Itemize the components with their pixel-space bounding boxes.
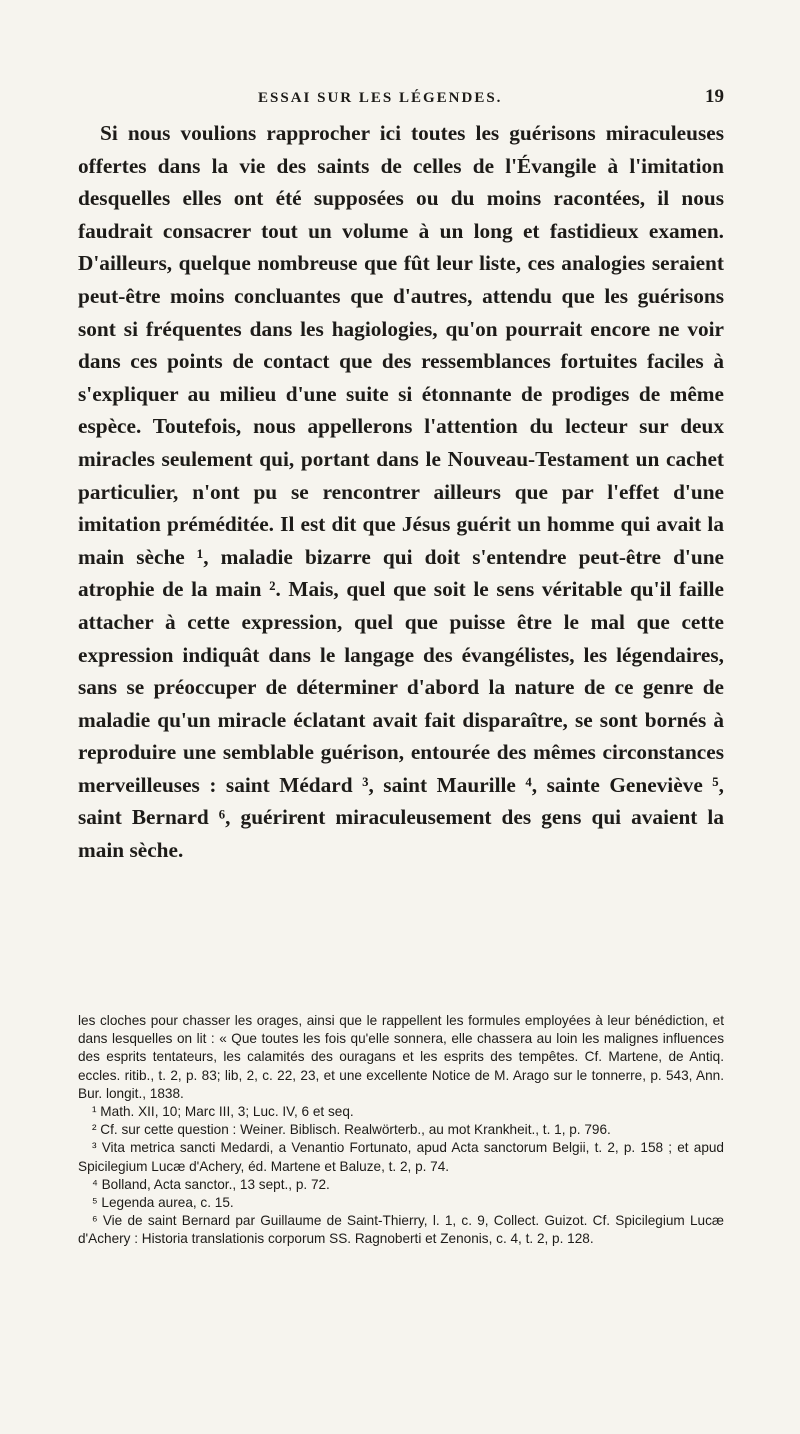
footnote-5: ⁵ Legenda aurea, c. 15.	[92, 1195, 234, 1211]
paragraph: Si nous voulions rapprocher ici toutes les guérisons miraculeuses offertes dans la vie des saints de celles de l'Évangile à l'imitation desquelles elles ont été supposées ou du moins racontées, il nous faudrait consacrer tout un volume à un long et fastidieux examen. D'ailleurs, quelque nombreuse que fût leur liste, ces analogies seraient peut-être moins concluantes que d'autres, attendu que les guérisons sont si fréquentes dans les hagiologies, qu'on pourrait encore ne voir dans ces points de contact que des ressemblances fortuites faciles à s'expliquer au milieu d'une suite si étonnante de prodiges de même espèce. Toutefois, nous appellerons l'attention du lecteur sur deux miracles seulement qui, portant dans le Nouveau-Testament un cachet particulier, n'ont pu se rencontrer ailleurs que par l'effet d'une imitation préméditée. Il est dit que Jésus guérit un homme qui avait la main sèche ¹, maladie bizarre qui doit s'entendre peut-être d'une atrophie de la main ². Mais, quel que soit le sens véritable qu'il faille attacher à cette expression, quel que puisse être le mal que cette expression indiquât dans le langage des évangélistes, les légendaires, sans se préoccuper de déterminer d'abord la nature de ce genre de maladie qu'un miracle éclatant avait fait disparaître, se sont bornés à reproduire une semblable guérison, entourée des mêmes circonstances merveilleuses : saint Médard ³, saint Maurille ⁴, sainte Geneviève ⁵, saint Bernard ⁶, guérirent miraculeusement des gens qui avaient la main sèche.	[78, 121, 724, 863]
page-number: 19	[705, 86, 724, 107]
footnote-continued: les cloches pour chasser les orages, ainsi que le rappellent les formules employées à leur bénédiction, et dans lesquelles on lit : « Que toutes les fois qu'elle sonnera, elle chassera au loin les malignes influences des esprits tentateurs, les calamités des ouragans et les esprits des tempêtes. Cf. Martene, de Antiq. eccles. ritib., t. 2, p. 83; lib, 2, c. 22, 23, et une excellente Notice de M. Arago sur le tonnerre, p. 543, Ann. Bur. longit., 1838.	[78, 1013, 724, 1101]
main-text	[78, 117, 724, 867]
running-header	[78, 84, 724, 114]
footnote-4: ⁴ Bolland, Acta sanctor., 13 sept., p. 72.	[92, 1176, 330, 1192]
running-title: ESSAI SUR LES LÉGENDES.	[258, 90, 503, 106]
footnote-6: ⁶ Vie de saint Bernard par Guillaume de Saint-Thierry, l. 1, c. 9, Collect. Guizot. Cf. Spicilegium Lucæ d'Achery : Historia translationis corporum SS. Ragnoberti et Zenonis, c. 4, t. 2, p. 128.	[78, 1213, 724, 1247]
footnote-2: ² Cf. sur cette question : Weiner. Biblisch. Realwörterb., au mot Krankheit., t. 1, p. 796.	[92, 1122, 611, 1138]
footnotes	[78, 1012, 724, 1249]
footnote-3: ³ Vita metrica sancti Medardi, a Venantio Fortunato, apud Acta sanctorum Belgii, t. 2, p. 158 ; et apud Spicilegium Lucæ d'Achery, éd. Martene et Baluze, t. 2, p. 74.	[78, 1140, 724, 1174]
footnote-1: ¹ Math. XII, 10; Marc III, 3; Luc. IV, 6 et seq.	[92, 1104, 354, 1120]
